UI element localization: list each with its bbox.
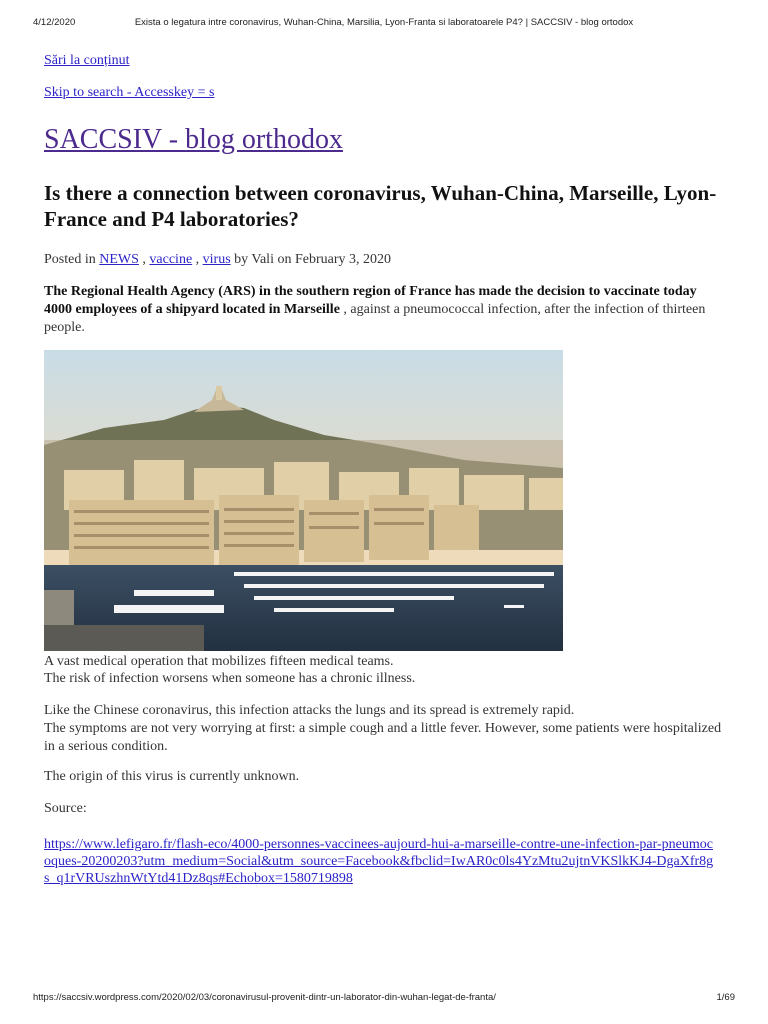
source-link-paragraph (44, 836, 714, 887)
print-date: 4/12/2020 (33, 17, 76, 28)
source-label: Source: (44, 801, 87, 816)
intro-bold-text: The Regional Health Agency (ARS) in the southern region of France has made the decision to vaccinate today 4000 employees of a shipyard located in Marseille (44, 284, 697, 317)
category-separator: , (142, 252, 146, 267)
category-link-virus[interactable]: virus (202, 252, 231, 267)
post-byline: by Vali on February 3, 2020 (234, 252, 391, 267)
skip-to-search-link[interactable]: Skip to search - Accesskey = s (44, 85, 215, 100)
category-link-vaccine[interactable]: vaccine (149, 252, 193, 267)
category-separator: , (195, 252, 200, 267)
posted-in-label: Posted in (44, 252, 96, 267)
marseille-harbor-photo (44, 350, 563, 651)
body-paragraph: Like the Chinese coronavirus, this infection attacks the lungs and its spread is extremely rapid. The symptoms are not very worrying at first: a simple cough and a little fever. However, some patients were hospitalized in a serious condition. (44, 703, 722, 754)
intro-paragraph (44, 283, 728, 337)
post-title: Is there a connection between coronavirus, Wuhan-China, Marseille, Lyon-France and P4 laboratories? (44, 181, 717, 231)
print-url: https://saccsiv.wordpress.com/2020/02/03/coronavirusul-provenit-dintr-un-laborator-din-wuhan-legat-de-franta/ (33, 992, 496, 1003)
source-link[interactable]: https://www.lefigaro.fr/flash-eco/4000-personnes-vaccinees-aujourd-hui-a-marseille-contre-une-infection-par-pneumocoques-20200203?utm_medium=Social&utm_source=Facebook&fbclid=IwAR0c0ls4YzMtu2ujtnVKSlkKJ4-DgaXfr8gs_q1rVRUszhnWtYtd41Dz8qs#Echobox=1580719898 (44, 837, 714, 886)
skip-to-content-link[interactable]: Sări la conținut (44, 53, 130, 68)
image-caption: A vast medical operation that mobilizes fifteen medical teams. The risk of infection worsens when someone has a chronic illness. (44, 654, 416, 686)
print-page-title: Exista o legatura intre coronavirus, Wuhan-China, Marsilia, Lyon-Franta si laboratoarele P4? | SACCSIV - blog ortodox (134, 17, 634, 28)
site-title (44, 124, 343, 156)
post-meta (44, 252, 391, 268)
category-link-news[interactable]: NEWS (99, 252, 139, 267)
print-page-number: 1/69 (716, 992, 735, 1003)
site-title-link[interactable]: SACCSIV - blog orthodox (44, 124, 343, 155)
body-paragraph-origin: The origin of this virus is currently unknown. (44, 769, 300, 784)
intro-rest-text: , against a pneumococcal infection, after the infection of thirteen people. (44, 302, 706, 335)
